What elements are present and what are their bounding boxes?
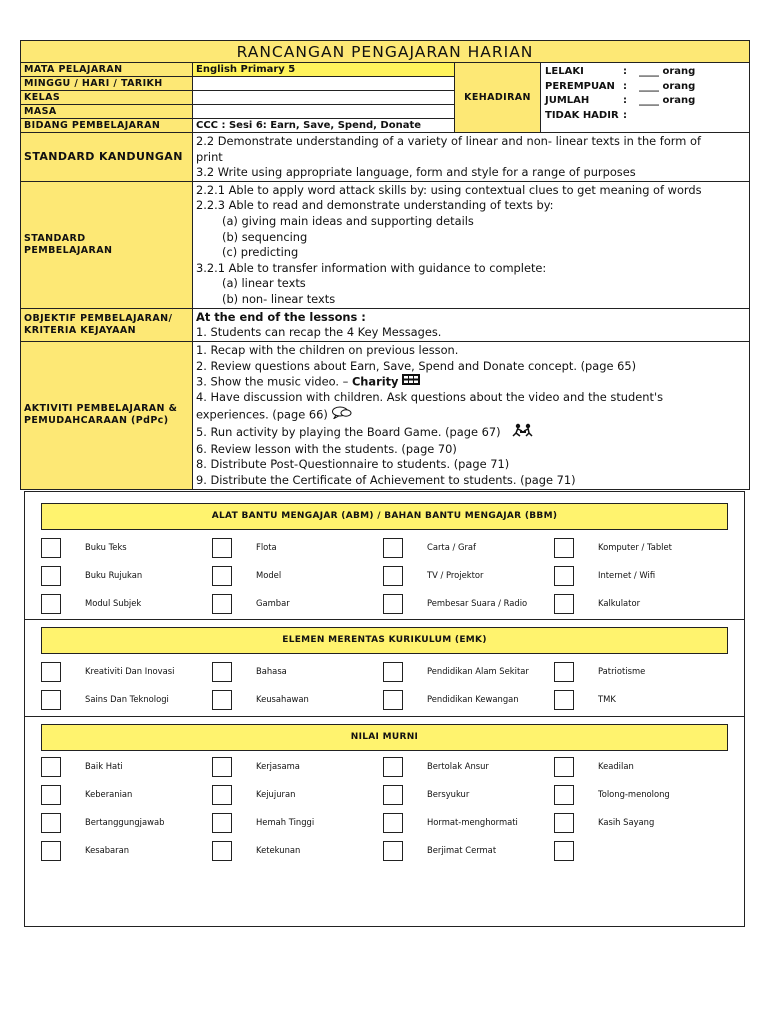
nilai-checkbox[interactable] — [212, 785, 232, 805]
abm-item — [554, 537, 672, 559]
nilai-checkbox[interactable] — [554, 785, 574, 805]
emk-item — [383, 661, 529, 683]
nilai-item-label: Tolong-menolong — [598, 789, 670, 799]
nilai-item-label: Bertanggungjawab — [85, 817, 165, 827]
emk-item — [41, 661, 175, 683]
nilai-checkbox[interactable] — [41, 813, 61, 833]
jumlah-count[interactable]: ____ orang — [639, 95, 696, 106]
abm-item-label: TV / Projektor — [427, 570, 484, 580]
abm-item-label: Pembesar Suara / Radio — [427, 598, 528, 608]
nilai-checkbox[interactable] — [554, 813, 574, 833]
nilai-checkbox[interactable] — [212, 813, 232, 833]
abm-item — [212, 537, 277, 559]
nilai-item — [383, 840, 497, 862]
nilai-item-label: Ketekunan — [256, 845, 301, 855]
abm-item-label: Kalkulator — [598, 598, 641, 608]
lelaki-count[interactable]: ____ orang — [639, 66, 696, 77]
perempuan-count[interactable]: ____ orang — [639, 80, 696, 92]
nilai-checkbox[interactable] — [554, 757, 574, 777]
field-kelas[interactable] — [193, 91, 455, 105]
emk-checkbox[interactable] — [554, 662, 574, 682]
emk-item-label: Kreativiti Dan Inovasi — [85, 666, 175, 676]
abm-item-label: Internet / Wifi — [598, 570, 656, 580]
speech-bubble-icon — [331, 406, 353, 424]
label-minggu: MINGGU / HARI / TARIKH — [21, 77, 193, 91]
nilai-item-label: Baik Hati — [85, 761, 123, 771]
abm-item — [212, 565, 282, 587]
abm-checkbox[interactable] — [554, 594, 574, 614]
emk-item — [212, 689, 309, 711]
emk-checkbox[interactable] — [41, 662, 61, 682]
abm-checkbox[interactable] — [383, 594, 403, 614]
aktiviti-content: 1. Recap with the children on previous lesson. 2. Review questions about Earn, Save, Spend and Donate concept. (page 65) 3. Show the music video. – Charity 4. Have discussion with children. Ask questions about the video and the student's experiences. (page 66) 5. Run activity by playing the Board Game. (page 67) 6. Review lesson with the students. (page 70) 8. Distribute Post-Questionnaire to students. (page 71) 9. Distribute the Certificate of Achievement to students. (page 71) — [193, 341, 750, 489]
kehadiran-tidak-hadir: TIDAK HADIR : — [545, 109, 627, 121]
page-title: RANCANGAN PENGAJARAN HARIAN — [21, 41, 750, 63]
nilai-item-label: Hemah Tinggi — [256, 817, 315, 827]
nilai-item-label: Keberanian — [85, 789, 133, 799]
label-bidang: BIDANG PEMBELAJARAN — [21, 119, 193, 133]
label-mata-pelajaran: MATA PELAJARAN — [21, 63, 193, 77]
checklist-panel — [24, 491, 745, 927]
abm-checkbox[interactable] — [41, 538, 61, 558]
nilai-item — [554, 840, 574, 862]
abm-item-label: Komputer / Tablet — [598, 542, 672, 552]
abm-checkbox[interactable] — [212, 566, 232, 586]
abm-checkbox[interactable] — [383, 566, 403, 586]
nilai-item — [383, 784, 470, 806]
nilai-item-label: Kesabaran — [85, 845, 130, 855]
abm-item-label: Gambar — [256, 598, 290, 608]
nilai-item — [383, 756, 489, 778]
abm-checkbox[interactable] — [212, 538, 232, 558]
nilai-item — [41, 840, 130, 862]
nilai-item — [212, 840, 301, 862]
abm-checkbox[interactable] — [41, 594, 61, 614]
abm-item-label: Model — [256, 570, 282, 580]
abm-item — [554, 593, 641, 615]
rph-table — [20, 40, 750, 490]
abm-item — [383, 593, 528, 615]
label-kehadiran: KEHADIRAN — [455, 63, 541, 133]
abm-checkbox[interactable] — [41, 566, 61, 586]
nilai-checkbox[interactable] — [41, 757, 61, 777]
emk-item — [554, 689, 616, 711]
label-kelas: KELAS — [21, 91, 193, 105]
emk-item — [554, 661, 646, 683]
abm-item-label: Buku Rujukan — [85, 570, 143, 580]
abm-checkbox[interactable] — [554, 538, 574, 558]
nilai-checkbox[interactable] — [212, 841, 232, 861]
nilai-item-label: Keadilan — [598, 761, 634, 771]
field-bidang[interactable]: CCC : Sesi 6: Earn, Save, Spend, Donate — [193, 119, 455, 133]
abm-item-label: Buku Teks — [85, 542, 127, 552]
section-divider — [25, 619, 744, 620]
nilai-heading: NILAI MURNI — [41, 724, 728, 751]
label-standard-pembelajaran: STANDARD PEMBELAJARAN — [21, 181, 193, 308]
standard-kandungan-content: 2.2 Demonstrate understanding of a variety of linear and non- linear texts in the form of print 3.2 Write using appropriate language, form and style for a range of purposes — [193, 133, 750, 182]
board-game-icon — [512, 423, 534, 442]
abm-checkbox[interactable] — [212, 594, 232, 614]
nilai-checkbox[interactable] — [41, 841, 61, 861]
abm-item — [383, 537, 476, 559]
emk-checkbox[interactable] — [212, 662, 232, 682]
abm-item — [383, 565, 484, 587]
label-standard-kandungan: STANDARD KANDUNGAN — [21, 133, 193, 182]
nilai-item-label: Kerjasama — [256, 761, 300, 771]
nilai-item — [41, 756, 123, 778]
emk-item-label: Patriotisme — [598, 666, 646, 676]
abm-checkbox[interactable] — [554, 566, 574, 586]
kehadiran-perempuan: PEREMPUAN : ____ orang — [545, 80, 745, 95]
nilai-checkbox[interactable] — [554, 841, 574, 861]
emk-item — [212, 661, 287, 683]
nilai-item-label: Berjimat Cermat — [427, 845, 497, 855]
nilai-item — [41, 812, 165, 834]
field-mata-pelajaran[interactable]: English Primary 5 — [193, 63, 455, 77]
emk-item — [41, 689, 169, 711]
label-objektif: OBJEKTIF PEMBELAJARAN/ KRITERIA KEJAYAAN — [21, 308, 193, 341]
emk-item-label: Pendidikan Alam Sekitar — [427, 666, 529, 676]
emk-checkbox[interactable] — [212, 690, 232, 710]
nilai-item — [554, 756, 634, 778]
emk-item-label: TMK — [598, 694, 616, 704]
nilai-item — [383, 812, 518, 834]
section-divider — [25, 716, 744, 717]
kehadiran-panel — [541, 63, 750, 133]
abm-item — [554, 565, 656, 587]
abm-heading: ALAT BANTU MENGAJAR (ABM) / BAHAN BANTU MENGAJAR (BBM) — [41, 503, 728, 530]
emk-checkbox[interactable] — [383, 690, 403, 710]
nilai-checkbox[interactable] — [212, 757, 232, 777]
emk-checkbox[interactable] — [41, 690, 61, 710]
emk-item-label: Sains Dan Teknologi — [85, 694, 169, 704]
emk-item-label: Pendidikan Kewangan — [427, 694, 519, 704]
nilai-item — [41, 784, 133, 806]
nilai-item — [212, 784, 296, 806]
abm-checkbox[interactable] — [383, 538, 403, 558]
nilai-item-label: Kasih Sayang — [598, 817, 655, 827]
field-minggu[interactable] — [193, 77, 455, 91]
video-icon — [402, 374, 420, 390]
abm-item — [41, 593, 142, 615]
nilai-item-label: Bertolak Ansur — [427, 761, 489, 771]
field-masa[interactable] — [193, 105, 455, 119]
emk-item-label: Keusahawan — [256, 694, 309, 704]
nilai-checkbox[interactable] — [383, 785, 403, 805]
abm-item-label: Flota — [256, 542, 277, 552]
emk-item-label: Bahasa — [256, 666, 287, 676]
abm-item — [41, 537, 127, 559]
abm-item — [212, 593, 290, 615]
kehadiran-jumlah: JUMLAH : ____ orang — [545, 94, 745, 109]
nilai-item-label: Kejujuran — [256, 789, 296, 799]
abm-item-label: Carta / Graf — [427, 542, 476, 552]
label-aktiviti: AKTIVITI PEMBELAJARAN & PEMUDAHCARAAN (PdPc) — [21, 341, 193, 489]
nilai-item-label: Hormat-menghormati — [427, 817, 518, 827]
label-masa: MASA — [21, 105, 193, 119]
emk-heading: ELEMEN MERENTAS KURIKULUM (EMK) — [41, 627, 728, 654]
abm-item-label: Modul Subjek — [85, 598, 142, 608]
abm-item — [41, 565, 143, 587]
nilai-checkbox[interactable] — [41, 785, 61, 805]
kehadiran-lelaki: LELAKI : ____ orang — [545, 65, 745, 80]
emk-checkbox[interactable] — [383, 662, 403, 682]
nilai-checkbox[interactable] — [383, 841, 403, 861]
nilai-checkbox[interactable] — [383, 813, 403, 833]
nilai-item — [554, 784, 670, 806]
objektif-content: At the end of the lessons : 1. Students can recap the 4 Key Messages. — [193, 308, 750, 341]
nilai-item — [554, 812, 655, 834]
nilai-item-label: Bersyukur — [427, 789, 470, 799]
emk-item — [383, 689, 519, 711]
nilai-checkbox[interactable] — [383, 757, 403, 777]
emk-checkbox[interactable] — [554, 690, 574, 710]
standard-pembelajaran-content: 2.2.1 Able to apply word attack skills by: using contextual clues to get meaning of words 2.2.3 Able to read and demonstrate understanding of texts by: (a) giving main ideas and supporting details (b) sequencing (c) predicting 3.2.1 Able to transfer information with guidance to complete: (a) linear texts (b) non- linear texts — [193, 181, 750, 308]
nilai-item — [212, 812, 315, 834]
nilai-item — [212, 756, 300, 778]
